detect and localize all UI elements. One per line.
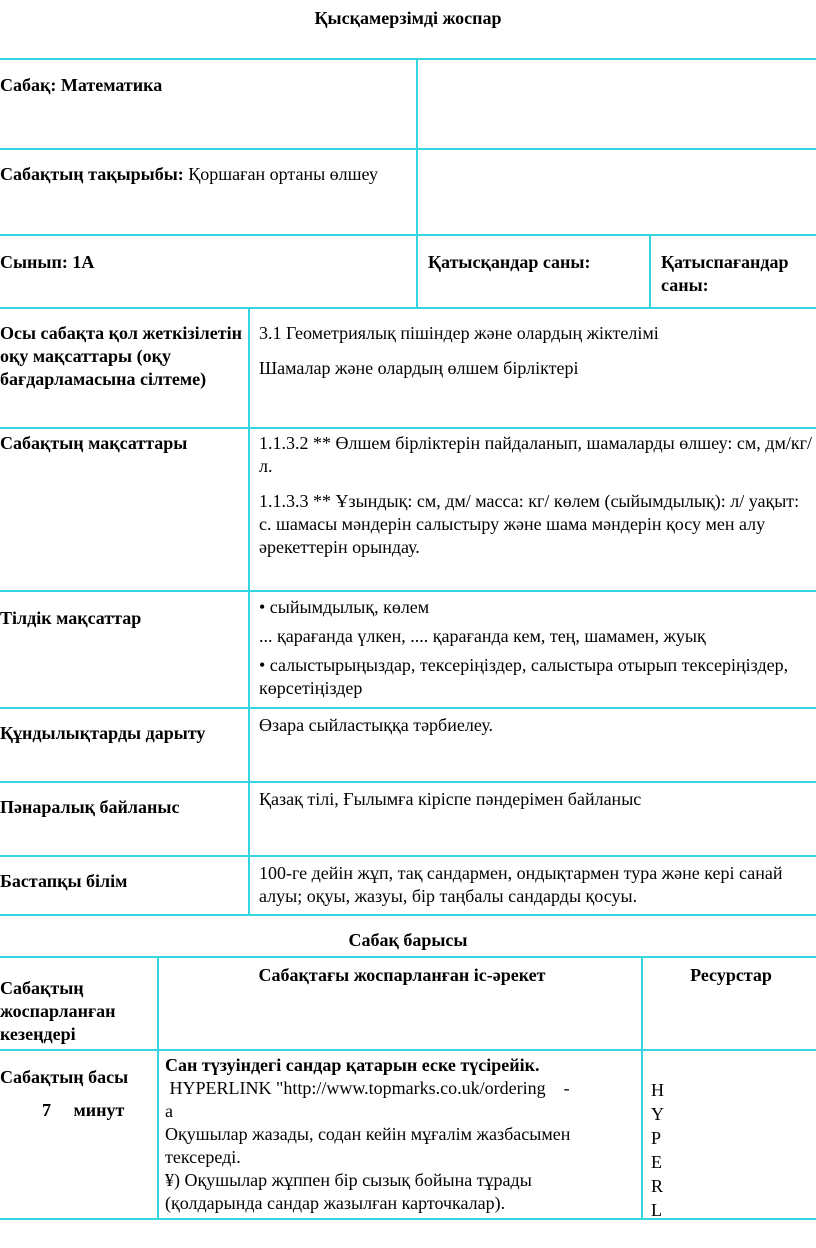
goals-label: Сабақтың мақсаттары (0, 433, 188, 453)
stage-duration: 7 минут (42, 1100, 125, 1120)
resource-letter: E (651, 1152, 662, 1172)
resource-letter: H (651, 1080, 664, 1100)
absent-count-label: Қатыспағандар саны: (661, 252, 789, 295)
language-item: • салыстырыңыздар, тексеріңіздер, салыстыра отырып тексеріңіздер, көрсетіңіздер (259, 655, 789, 698)
resource-letter: L (651, 1200, 662, 1220)
values-label: Құндылықтарды дарыту (0, 723, 206, 743)
objective-item: Шамалар және олардың өлшем бірліктері (259, 358, 579, 378)
stage-name: Сабақтың басы (0, 1067, 129, 1087)
class-label: Сынып: 1А (0, 252, 95, 272)
resource-letter: P (651, 1128, 662, 1148)
prior-knowledge-label: Бастапқы білім (0, 871, 128, 891)
present-count-label: Қатысқандар саны: (428, 252, 591, 272)
goal-text: Ұзындық: см, дм/ масса: кг/ көлем (сыйымдылық): л/ уақыт: с. шамасы мәндерін салыстыру және шама мәндерін қосу мен алу әрекеттерін орындау. (259, 491, 800, 557)
activity-fragment: a (165, 1101, 173, 1121)
column-header-resources: Ресурстар (690, 965, 772, 985)
goals-content (259, 432, 816, 559)
goal-item (259, 432, 816, 478)
subject-label: Сабақ: Математика (0, 75, 163, 95)
activity-content (165, 1054, 639, 1215)
goal-text: Өлшем бірліктерін пайдаланып, шамаларды өлшеу: см, дм/кг/л. (259, 433, 812, 476)
prior-knowledge-text: 100-ге дейін жұп, тақ сандармен, ондықтармен тура және кері санай алуы; оқуы, жазуы, бір таңбалы сандарды қосуы. (259, 863, 783, 906)
interdisciplinary-text: Қазақ тілі, Ғылымға кіріспе пәндерімен байланыс (259, 789, 642, 809)
objective-item: 3.1 Геометриялық пішіндер және олардың жіктелімі (259, 323, 659, 343)
language-goals-label: Тілдік мақсаттар (0, 608, 142, 628)
topic-label: Сабақтың тақырыбы: (0, 164, 184, 184)
language-goals-content (259, 596, 816, 700)
document-title: Қысқамерзімді жоспар (314, 8, 502, 28)
objectives-label: Осы сабақта қол жеткізілетін оқу мақсаттары (оқу бағдарламасына сілтеме) (0, 323, 242, 389)
goal-item (259, 490, 816, 559)
topic-cell (0, 163, 410, 186)
activity-hyperlink: HYPERLINK "http://www.topmarks.co.uk/ordering - (165, 1078, 570, 1098)
interdisciplinary-label: Пәнаралық байланыс (0, 797, 180, 817)
activity-line: Оқушылар жазады, содан кейін мұғалім жазбасымен (165, 1124, 571, 1144)
resource-vertical-text (651, 1078, 671, 1222)
activity-line: (қолдарында сандар жазылған карточкалар). (165, 1193, 506, 1213)
column-header-activity: Сабақтағы жоспарланған іс-әрекет (258, 965, 546, 985)
goal-code: 1.1.3.3 ** (259, 491, 331, 511)
language-item: • сыйымдылық, көлем (259, 597, 430, 617)
column-header-stages: Сабақтың жоспарланған кезеңдері (0, 978, 116, 1044)
activity-line: тексереді. (165, 1147, 241, 1167)
resource-letter: Y (651, 1104, 664, 1124)
values-text: Өзара сыйластыққа тәрбиелеу. (259, 715, 494, 735)
activity-heading: Сан түзуіндегі сандар қатарын еске түсірейік. (165, 1055, 540, 1075)
topic-value: Қоршаған ортаны өлшеу (183, 164, 379, 184)
goal-code: 1.1.3.2 ** (259, 433, 331, 453)
language-item: ... қарағанда үлкен, .... қарағанда кем, тең, шамамен, жуық (259, 626, 706, 646)
resource-letter: R (651, 1176, 664, 1196)
objectives-content (259, 322, 816, 380)
progress-title: Сабақ барысы (348, 930, 468, 950)
activity-line: ¥) Оқушылар жұппен бір сызық бойына тұрады (165, 1170, 532, 1190)
